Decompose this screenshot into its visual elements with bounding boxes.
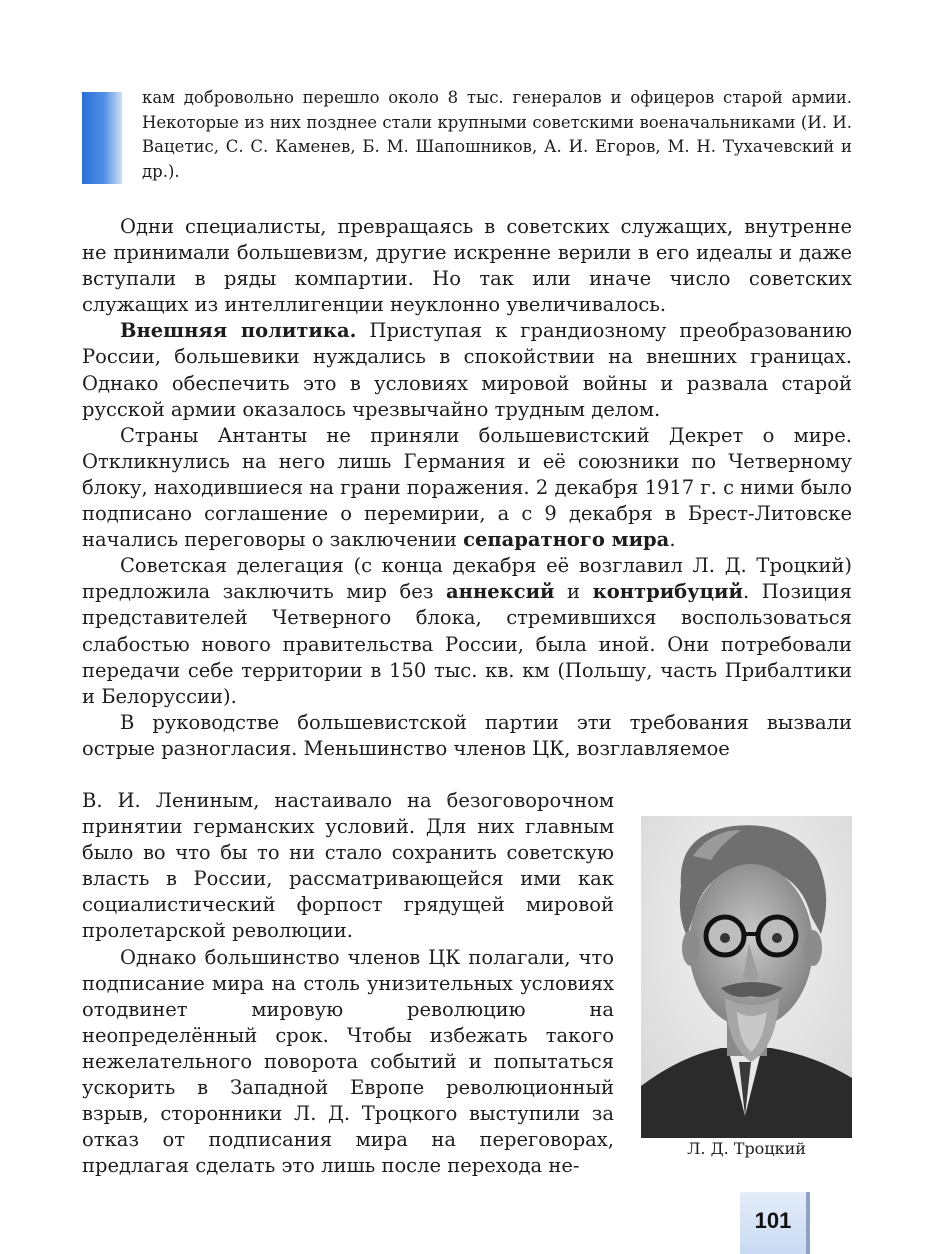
excerpt-text: кам добровольно перешло около 8 тыс. генералов и офицеров старой армии. Некоторые из них позднее стали крупными советскими военачальниками (И. И. Вацетис, С. С. Каменев, Б. М. Шапошников, А. И. Егоров, М. Н. Тухачевский и др.). [142, 88, 852, 181]
paragraph-2-text: Приступая к грандиозному преобразованию России, большевики нуждались в спокойствии на внешних границах. Однако обеспечить это в условиях мировой войны и развала старой русской армии оказалось чрезвычайно трудным делом. [82, 319, 852, 421]
paragraph-4 [82, 553, 852, 710]
excerpt-box [142, 86, 852, 184]
figure-caption: Л. Д. Троцкий [687, 1139, 806, 1158]
paragraph-2 [82, 318, 852, 422]
page-number-tab [740, 1192, 810, 1254]
paragraph-4-mid: и [554, 580, 593, 604]
paragraph-3-end: . [669, 528, 676, 552]
term-contributions: контрибуций [592, 580, 743, 604]
paragraph-4-end: . Позиция представителей Четверного блока, стремившихся воспользоваться слабостью нового правительства России, была иной. Они потребовали передачи себе территории в 150 тыс. кв. км (Польшу, часть Прибалтики и Белоруссии). [82, 580, 852, 708]
section-heading: Внешняя политика. [120, 319, 357, 343]
paragraph-6: Однако большинство членов ЦК полагали, что подписание мира на столь унизительных условиях отодвинет мировую революцию на неопределённый срок. Чтобы избежать такого нежелательного поворота событий и попытаться ускорить в Западной Европе революционный взрыв, сторонники Л. Д. Троцкого выступили за отказ от подписания мира на переговорах, предлагая сделать это лишь после перехода не- [82, 945, 614, 1178]
paragraph-4-text: Советская делегация (с конца декабря её возглавил Л. Д. Троцкий) предложила заключить мир без [82, 554, 852, 604]
main-text [82, 214, 852, 762]
paragraph-1: Одни специалисты, превращаясь в советских служащих, внутренне не принимали большевизм, другие искренне верили в его идеалы и даже вступали в ряды компартии. Но так или иначе число советских служащих из интеллигенции неуклонно увеличивалось. [82, 215, 852, 317]
paragraph-5-wide: В руководстве большевистской партии эти требования вызвали острые разногласия. Меньшинство членов ЦК, возглавляемое [82, 710, 852, 760]
paragraph-5-continued: В. И. Лениным, настаивало на безоговорочном принятии германских условий. Для них главным было во что бы то ни стало сохранить советскую власть в России, рассматривающейся ими как социалистический форпост грядущей мировой пролетарской революции. [82, 789, 614, 943]
text-beside-figure [82, 788, 614, 1179]
term-separate-peace: сепаратного мира [463, 528, 670, 552]
trotsky-portrait [641, 816, 852, 1138]
excerpt-accent-bar [82, 92, 122, 184]
page-number: 101 [754, 1208, 792, 1233]
term-annexations: аннексий [446, 580, 555, 604]
paragraph-3-text: Страны Антанты не приняли большевистский Декрет о мире. Откликнулись на него лишь Германия и её союзники по Четверному блоку, находившиеся на грани поражения. 2 декабря 1917 г. с ними было подписано соглашение о перемирии, а с 9 декабря в Брест-Литовске начались переговоры о заключении [82, 423, 852, 552]
portrait-photo [641, 816, 852, 1138]
paragraph-3 [82, 423, 852, 553]
